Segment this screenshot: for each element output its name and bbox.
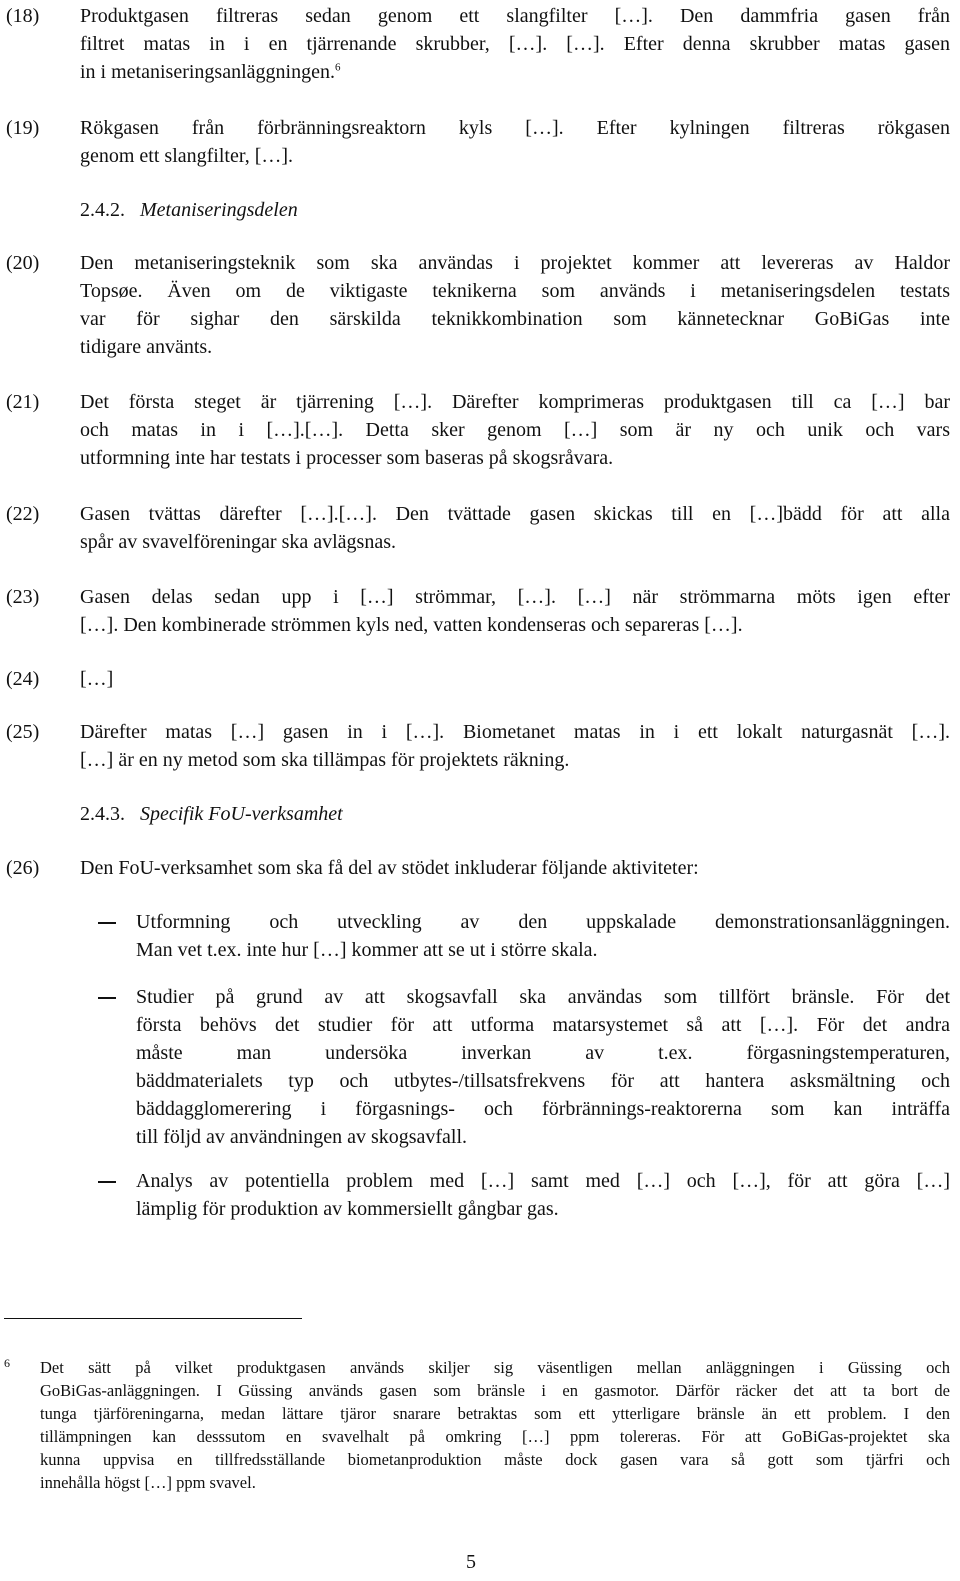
text-line (80, 58, 950, 86)
text-line: genom ett slangfilter, […]. (80, 145, 294, 167)
footnote-separator (4, 1318, 302, 1319)
text-line: tidigare använts. (80, 336, 213, 358)
paragraph-number: (21) (6, 391, 40, 413)
section-number: 2.4.2. (80, 199, 125, 221)
text-line: tunga tjärföreningarna, medan lättare tjäror snarare betraktas som ett ytterligare bränsle än ett problem. I den (40, 1404, 950, 1423)
text-line: Gasen delas sedan upp i […] strömmar, […]. […] när strömmarna möts igen efter (80, 586, 950, 608)
footnote-mark: 6 (4, 1356, 10, 1370)
paragraph-number: (20) (6, 252, 40, 274)
paragraph-number: (18) (6, 5, 40, 27)
section-title: Specifik FoU-verksamhet (140, 803, 343, 825)
paragraph-text (80, 388, 950, 472)
list-item-text (136, 983, 950, 1151)
text-line: bäddmaterialets typ och utbytes-/tillsatsfrekvens för att hantera asksmältning och (136, 1070, 950, 1092)
text-line: första behövs det studier för att utforma matarsystemet så att […]. För det andra (136, 1014, 950, 1036)
text-line: Utformning och utveckling av den uppskalade demonstrationsanläggningen. (136, 911, 950, 933)
paragraph-number: (19) (6, 117, 40, 139)
text-line: och matas in i […].[…]. Detta sker genom […] som är ny och unik och vars (80, 419, 950, 441)
dash-bullet-icon (98, 922, 116, 924)
paragraph-number: (26) (6, 857, 40, 879)
text-line: […] (80, 668, 114, 690)
text-line: Gasen tvättas därefter […].[…]. Den tvättade gasen skickas till en […]bädd för att alla (80, 503, 950, 525)
list-item-text (136, 1167, 950, 1223)
section-heading (80, 196, 298, 224)
paragraph-number: (25) (6, 721, 40, 743)
text-line: Det första steget är tjärrening […]. Därefter komprimeras produktgasen till ca […] bar (80, 391, 950, 413)
section-title: Metaniseringsdelen (140, 199, 298, 221)
paragraph-text (80, 500, 950, 556)
text-line: tillämpningen kan desssutom en svavelhalt på omkring […] ppm tolereras. För att GoBiGas-projektet ska (40, 1427, 950, 1446)
paragraph-text (80, 718, 950, 774)
text-line: kunna uppvisa en tillfredsställande biometanproduktion måste dock gasen vara så gott som tjärfri och (40, 1450, 950, 1469)
paragraph-number: (24) (6, 668, 40, 690)
text-line: utformning inte har testats i processer som baseras på skogsråvara. (80, 447, 614, 469)
text-line: […] är en ny metod som ska tillämpas för projektets räkning. (80, 749, 570, 771)
text-line: Den FoU-verksamhet som ska få del av stödet inkluderar följande aktiviteter: (80, 857, 699, 879)
paragraph-number: (22) (6, 503, 40, 525)
text-line: spår av svavelföreningar ska avlägsnas. (80, 531, 396, 553)
text-line: lämplig för produktion av kommersiellt gångbar gas. (136, 1198, 559, 1220)
dash-bullet-icon (98, 1181, 116, 1183)
text-line: var för sighar den särskilda teknikkombination som kännetecknar GoBiGas inte (80, 308, 950, 330)
paragraph-text (80, 249, 950, 361)
page-number: 5 (466, 1551, 476, 1573)
text-line: Därefter matas […] gasen in i […]. Biometanet matas in i ett lokalt naturgasnät […]. (80, 721, 950, 743)
text-line: GoBiGas-anläggningen. I Güssing används gasen som bränsle i en gasmotor. Därför räcker det att ta bort de (40, 1381, 950, 1400)
text-line: […]. Den kombinerade strömmen kyls ned, vatten kondenseras och separeras […]. (80, 614, 743, 636)
text-line: Det sätt på vilket produktgasen används skiljer sig väsentligen mellan anläggningen i Güssing och (40, 1358, 950, 1377)
text-line: innehålla högst […] ppm svavel. (40, 1473, 256, 1492)
text-line: Rökgasen från förbränningsreaktorn kyls […]. Efter kylningen filtreras rökgasen (80, 117, 950, 139)
text-line: Man vet t.ex. inte hur […] kommer att se ut i större skala. (136, 939, 598, 961)
text-line: Studier på grund av att skogsavfall ska användas som tillfört bränsle. För det (136, 986, 950, 1008)
dash-bullet-icon (98, 997, 116, 999)
text-line: till följd av användningen av skogsavfall. (136, 1126, 468, 1148)
text-line: bäddagglomerering i förgasnings- och förbrännings-reaktorerna som kan inträffa (136, 1098, 950, 1120)
footnote-text (40, 1356, 950, 1494)
paragraph-text (80, 583, 950, 639)
footnote-reference: 6 (334, 61, 341, 74)
paragraph-text (80, 854, 950, 882)
text-line: Produktgasen filtreras sedan genom ett slangfilter […]. Den dammfria gasen från (80, 5, 950, 27)
paragraph-text (80, 665, 950, 693)
paragraph-text (80, 2, 950, 86)
text-line: filtret matas in i en tjärrenande skrubber, […]. […]. Efter denna skrubber matas gasen (80, 33, 950, 55)
paragraph-number: (23) (6, 586, 40, 608)
text-line: måste man undersöka inverkan av t.ex. förgasningstemperaturen, (136, 1042, 950, 1064)
text-line: Den metaniseringsteknik som ska användas i projektet kommer att levereras av Haldor (80, 252, 950, 274)
text-line: Analys av potentiella problem med […] samt med […] och […], för att göra […] (136, 1170, 950, 1192)
paragraph-text (80, 114, 950, 170)
section-number: 2.4.3. (80, 803, 125, 825)
text-line: Topsøe. Även om de viktigaste teknikerna som används i metaniseringsdelen testats (80, 280, 950, 302)
text-line-content: in i metaniseringsanläggningen. (80, 61, 335, 83)
list-item-text (136, 908, 950, 964)
section-heading (80, 800, 343, 828)
